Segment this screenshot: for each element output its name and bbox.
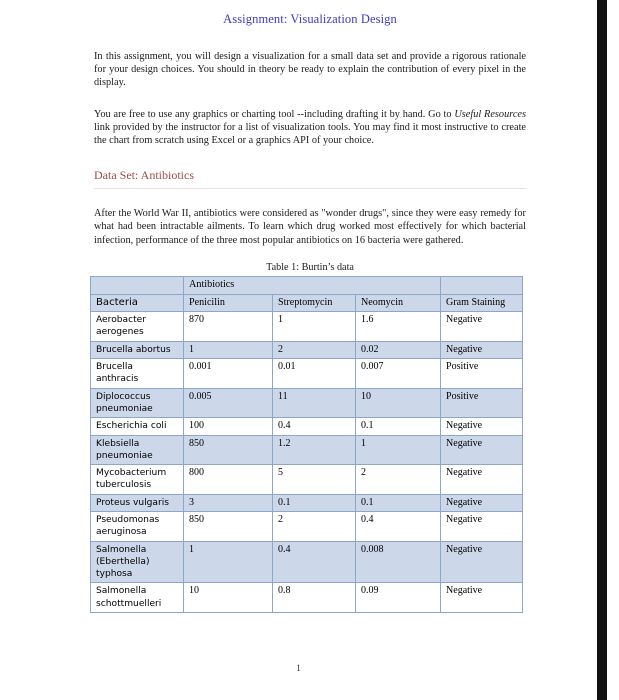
cell-streptomycin: 0.4 (273, 541, 356, 583)
table-row (91, 541, 523, 583)
table-row (91, 465, 523, 495)
cell-bacteria: Klebsiella pneumoniae (91, 435, 184, 465)
cell-bacteria: Pseudomonas aeruginosa (91, 511, 184, 541)
table-row (91, 583, 523, 613)
table-row (91, 494, 523, 511)
empty-corner-cell (91, 276, 184, 294)
cell-gram-staining: Negative (441, 494, 523, 511)
cell-penicilin: 800 (184, 465, 273, 495)
cell-penicilin: 0.001 (184, 359, 273, 389)
cell-penicilin: 3 (184, 494, 273, 511)
useful-resources-link[interactable]: Useful Resources (454, 108, 526, 120)
cell-penicilin: 850 (184, 435, 273, 465)
cell-streptomycin: 1 (273, 312, 356, 342)
cell-gram-staining: Negative (441, 435, 523, 465)
cell-gram-staining: Positive (441, 359, 523, 389)
cell-neomycin: 0.008 (356, 541, 441, 583)
table-group-header-row (91, 276, 523, 294)
table-column-header-row (91, 294, 523, 311)
cell-gram-staining: Negative (441, 541, 523, 583)
table-row (91, 341, 523, 358)
page-number: 1 (296, 664, 301, 674)
cell-bacteria: Escherichia coli (91, 418, 184, 435)
page-title: Assignment: Visualization Design (223, 12, 397, 26)
antibiotics-group-header: Antibiotics (184, 276, 441, 294)
cell-neomycin: 1.6 (356, 312, 441, 342)
table-row (91, 359, 523, 389)
column-header-bacteria: Bacteria (91, 294, 184, 311)
tools-paragraph-part2: link provided by the instructor for a list of visualization tools. You may find it most instructive to create the chart from scratch using Excel or a graphics API of your choice. (94, 121, 526, 147)
table-row (91, 388, 523, 418)
intro-paragraph: In this assignment, you will design a visualization for a small data set and provide a rigorous rationale for your design choices. You should in theory be ready to explain the contribution of every pixel in the display. (94, 51, 526, 89)
section-heading-dataset: Data Set: Antibiotics (94, 168, 194, 183)
right-edge-band (597, 0, 607, 700)
cell-gram-staining: Positive (441, 388, 523, 418)
cell-bacteria: Brucella anthracis (91, 359, 184, 389)
table-body (91, 312, 523, 613)
cell-neomycin: 0.09 (356, 583, 441, 613)
cell-streptomycin: 1.2 (273, 435, 356, 465)
column-header-streptomycin: Streptomycin (273, 294, 356, 311)
burtin-data-table (90, 276, 523, 613)
cell-neomycin: 0.4 (356, 511, 441, 541)
cell-penicilin: 10 (184, 583, 273, 613)
table-caption: Table 1: Burtin’s data (266, 261, 354, 273)
cell-penicilin: 870 (184, 312, 273, 342)
heading-divider (94, 188, 526, 189)
tools-paragraph-part1: You are free to use any graphics or charting tool --including drafting it by hand. Go to (94, 108, 455, 120)
cell-bacteria: Salmonella schottmuelleri (91, 583, 184, 613)
document-content (94, 0, 526, 613)
cell-streptomycin: 11 (273, 388, 356, 418)
cell-penicilin: 1 (184, 341, 273, 358)
table-row (91, 511, 523, 541)
cell-penicilin: 1 (184, 541, 273, 583)
cell-neomycin: 1 (356, 435, 441, 465)
cell-gram-staining: Negative (441, 583, 523, 613)
cell-neomycin: 0.007 (356, 359, 441, 389)
cell-neomycin: 10 (356, 388, 441, 418)
cell-bacteria: Diplococcus pneumoniae (91, 388, 184, 418)
cell-neomycin: 2 (356, 465, 441, 495)
table-row (91, 435, 523, 465)
cell-bacteria: Salmonella (Eberthella) typhosa (91, 541, 184, 583)
cell-neomycin: 0.1 (356, 418, 441, 435)
cell-streptomycin: 2 (273, 341, 356, 358)
cell-streptomycin: 2 (273, 511, 356, 541)
cell-bacteria: Aerobacter aerogenes (91, 312, 184, 342)
cell-penicilin: 0.005 (184, 388, 273, 418)
cell-penicilin: 100 (184, 418, 273, 435)
tools-paragraph (94, 108, 526, 148)
cell-streptomycin: 0.1 (273, 494, 356, 511)
cell-gram-staining: Negative (441, 465, 523, 495)
column-header-gram-staining: Gram Staining (441, 294, 523, 311)
cell-streptomycin: 0.8 (273, 583, 356, 613)
cell-bacteria: Mycobacterium tuberculosis (91, 465, 184, 495)
dataset-paragraph: After the World War II, antibiotics were considered as "wonder drugs", since they were easy remedy for what had been intractable ailments. To learn which drug worked most effectively for which bacterial infection, performance of the three most popular antibiotics on 16 bacteria were gathered. (94, 208, 526, 246)
cell-gram-staining: Negative (441, 418, 523, 435)
cell-streptomycin: 0.4 (273, 418, 356, 435)
cell-gram-staining: Negative (441, 341, 523, 358)
right-edge-margin (607, 0, 619, 700)
table-row (91, 312, 523, 342)
cell-streptomycin: 0.01 (273, 359, 356, 389)
cell-gram-staining: Negative (441, 511, 523, 541)
table-row (91, 418, 523, 435)
cell-penicilin: 850 (184, 511, 273, 541)
cell-neomycin: 0.02 (356, 341, 441, 358)
cell-neomycin: 0.1 (356, 494, 441, 511)
cell-bacteria: Brucella abortus (91, 341, 184, 358)
cell-gram-staining: Negative (441, 312, 523, 342)
column-header-penicilin: Penicilin (184, 294, 273, 311)
cell-bacteria: Proteus vulgaris (91, 494, 184, 511)
empty-corner-cell-right (441, 276, 523, 294)
column-header-neomycin: Neomycin (356, 294, 441, 311)
cell-streptomycin: 5 (273, 465, 356, 495)
